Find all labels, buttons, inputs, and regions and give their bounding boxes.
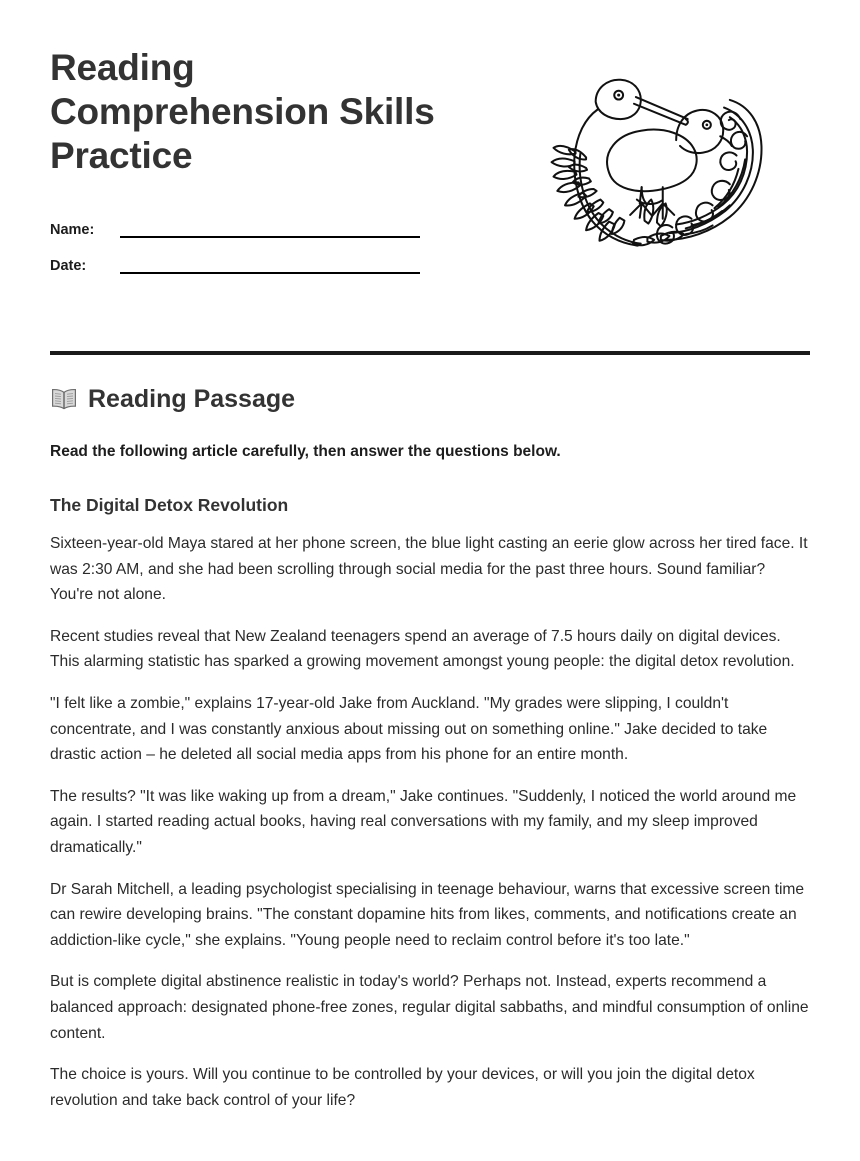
passage-paragraph: "I felt like a zombie," explains 17-year-old Jake from Auckland. "My grades were slipping, I couldn't concentrate, and I was constantly anxious about missing out on something online." Jake decided to take drastic action – he deleted all social media apps from his phone for an entire month. <box>50 694 768 764</box>
date-field-row <box>50 240 480 276</box>
reading-passage-section <box>50 355 810 1113</box>
passage-paragraph: The choice is yours. Will you continue to be controlled by your devices, or will you join the digital detox revolution and take back control of your life? <box>50 1066 755 1109</box>
section-heading <box>50 383 810 415</box>
passage-paragraph: The results? "It was like waking up from a dream," Jake continues. "Suddenly, I noticed the world around me again. I started reading actual books, having real conversations with my family, and my sleep improved dramatically." <box>50 787 797 856</box>
worksheet-header <box>50 0 810 291</box>
kiwi-bird-koru-illustration <box>542 58 772 253</box>
student-info-fields <box>50 204 480 276</box>
passage-body <box>50 531 810 1113</box>
passage-paragraph: But is complete digital abstinence realistic in today's world? Perhaps not. Instead, experts recommend a balanced approach: designated phone-free zones, regular digital sabbaths, and mindful consumption of online content. <box>50 973 809 1042</box>
page-title: Reading Comprehension Skills Practice <box>50 47 435 176</box>
name-field-label: Name: <box>50 222 95 238</box>
name-input-line[interactable] <box>120 236 420 238</box>
instruction-text: Read the following article carefully, then answer the questions below. <box>50 443 561 460</box>
name-field-row <box>50 204 480 240</box>
open-book-icon <box>50 387 78 411</box>
date-input-line[interactable] <box>120 272 420 274</box>
passage-paragraph: Sixteen-year-old Maya stared at her phone screen, the blue light casting an eerie glow across her tired face. It was 2:30 AM, and she had been scrolling through social media for the past three hours. Sound familiar? You're not alone. <box>50 535 808 604</box>
passage-paragraph: Dr Sarah Mitchell, a leading psychologist specialising in teenage behaviour, warns that excessive screen time can rewire developing brains. "The constant dopamine hits from likes, comments, and notifications create an addiction-like cycle," she explains. "Young people need to reclaim control before it's too late." <box>50 880 805 949</box>
passage-title: The Digital Detox Revolution <box>50 495 289 515</box>
passage-paragraph: Recent studies reveal that New Zealand teenagers spend an average of 7.5 hours daily on digital devices. This alarming statistic has sparked a growing movement amongst young people: the digital detox revolution. <box>50 627 795 671</box>
section-heading-label: Reading Passage <box>88 385 296 413</box>
date-field-label: Date: <box>50 258 87 274</box>
